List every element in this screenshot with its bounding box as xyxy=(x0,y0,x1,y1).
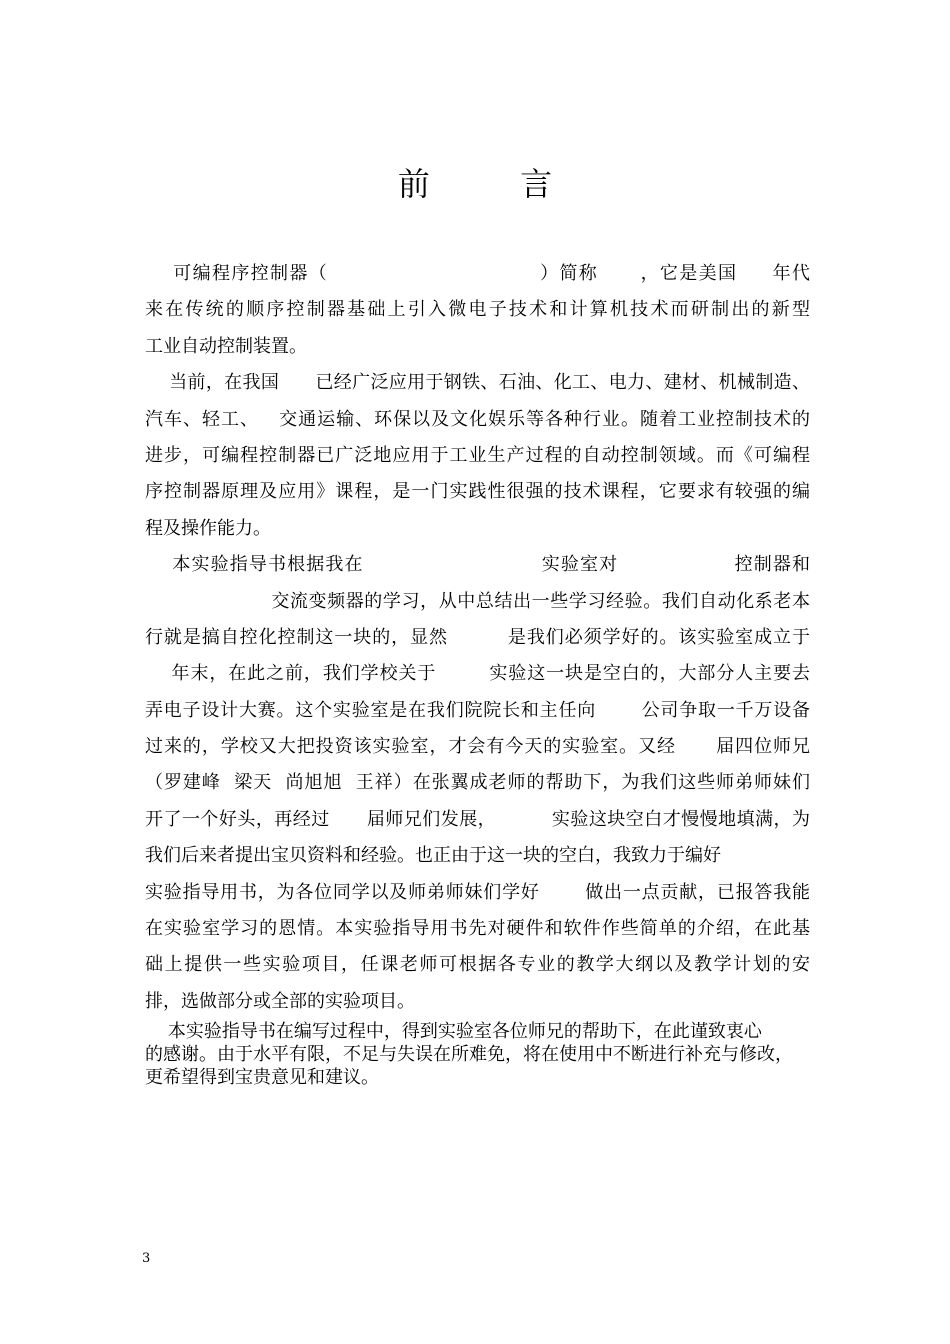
text-line: 进步，可编程控制器已广泛地应用于工业生产过程的自动控制领域。而《可编程 xyxy=(145,444,810,466)
text-line: 弄电子设计大赛。这个实验室是在我们院院长和主任向 公司争取一千万设备 xyxy=(145,699,810,721)
text-line: （罗建峰 梁天 尚旭旭 王祥）在张翼成老师的帮助下，为我们这些师弟师妹们 xyxy=(145,772,810,794)
text-line: 当前，在我国 已经广泛应用于钢铁、石油、化工、电力、建材、机械制造、 xyxy=(145,372,810,394)
text-line: 的感谢。由于水平有限，不足与失误在所难免，将在使用中不断进行补充与修改， xyxy=(145,1044,793,1066)
body-text xyxy=(145,256,810,1089)
text-line: 在实验室学习的恩情。本实验指导用书先对硬件和软件作些简单的介绍，在此基 xyxy=(145,918,810,940)
text-line: 实验指导用书，为各位同学以及师弟师妹们学好 做出一点贡献，已报答我能 xyxy=(145,881,810,903)
text-line: 排，选做部分或全部的实验项目。 xyxy=(145,990,415,1012)
text-line: 年末，在此之前，我们学校关于 实验这一块是空白的，大部分人主要去 xyxy=(145,663,810,685)
text-line: 开了一个好头，再经过 届师兄们发展， 实验这块空白才慢慢地填满，为 xyxy=(145,808,810,830)
text-line: 本实验指导书在编写过程中，得到实验室各位师兄的帮助下，在此谨致衷心 xyxy=(145,1021,762,1043)
text-line: 更希望得到宝贵意见和建议。 xyxy=(145,1067,379,1089)
text-line: 础上提供一些实验项目，任课老师可根据各专业的教学大纲以及教学计划的安 xyxy=(145,954,810,976)
text-line: 汽车、轻工、 交通运输、环保以及文化娱乐等各种行业。随着工业控制技术的 xyxy=(145,408,810,430)
text-line: 我们后来者提出宝贝资料和经验。也正由于这一块的空白，我致力于编好 xyxy=(145,845,721,867)
text-line: 来在传统的顺序控制器基础上引入微电子技术和计算机技术而研制出的新型 xyxy=(145,299,810,321)
closing-paragraph xyxy=(145,1020,810,1089)
text-line: 行就是搞自控化控制这一块的，显然 是我们必须学好的。该实验室成立于 xyxy=(145,626,810,648)
text-line: 过来的，学校又大把投资该实验室，才会有今天的实验室。又经 届四位师兄 xyxy=(145,736,810,758)
page-number: 3 xyxy=(142,1251,151,1266)
text-line: 序控制器原理及应用》课程，是一门实践性很强的技术课程，它要求有较强的编 xyxy=(145,481,810,503)
text-line: 本实验指导书根据我在 实验室对 控制器和 xyxy=(145,554,810,576)
text-line: 程及操作能力。 xyxy=(145,517,271,539)
page-title: 前 言 xyxy=(397,165,593,203)
text-line: 可编程序控制器（ ）简称 ，它是美国 年代 xyxy=(145,263,810,284)
text-line: 交流变频器的学习，从中总结出一些学习经验。我们自动化系老本 xyxy=(145,590,810,612)
text-line: 工业自动控制装置。 xyxy=(145,335,307,357)
